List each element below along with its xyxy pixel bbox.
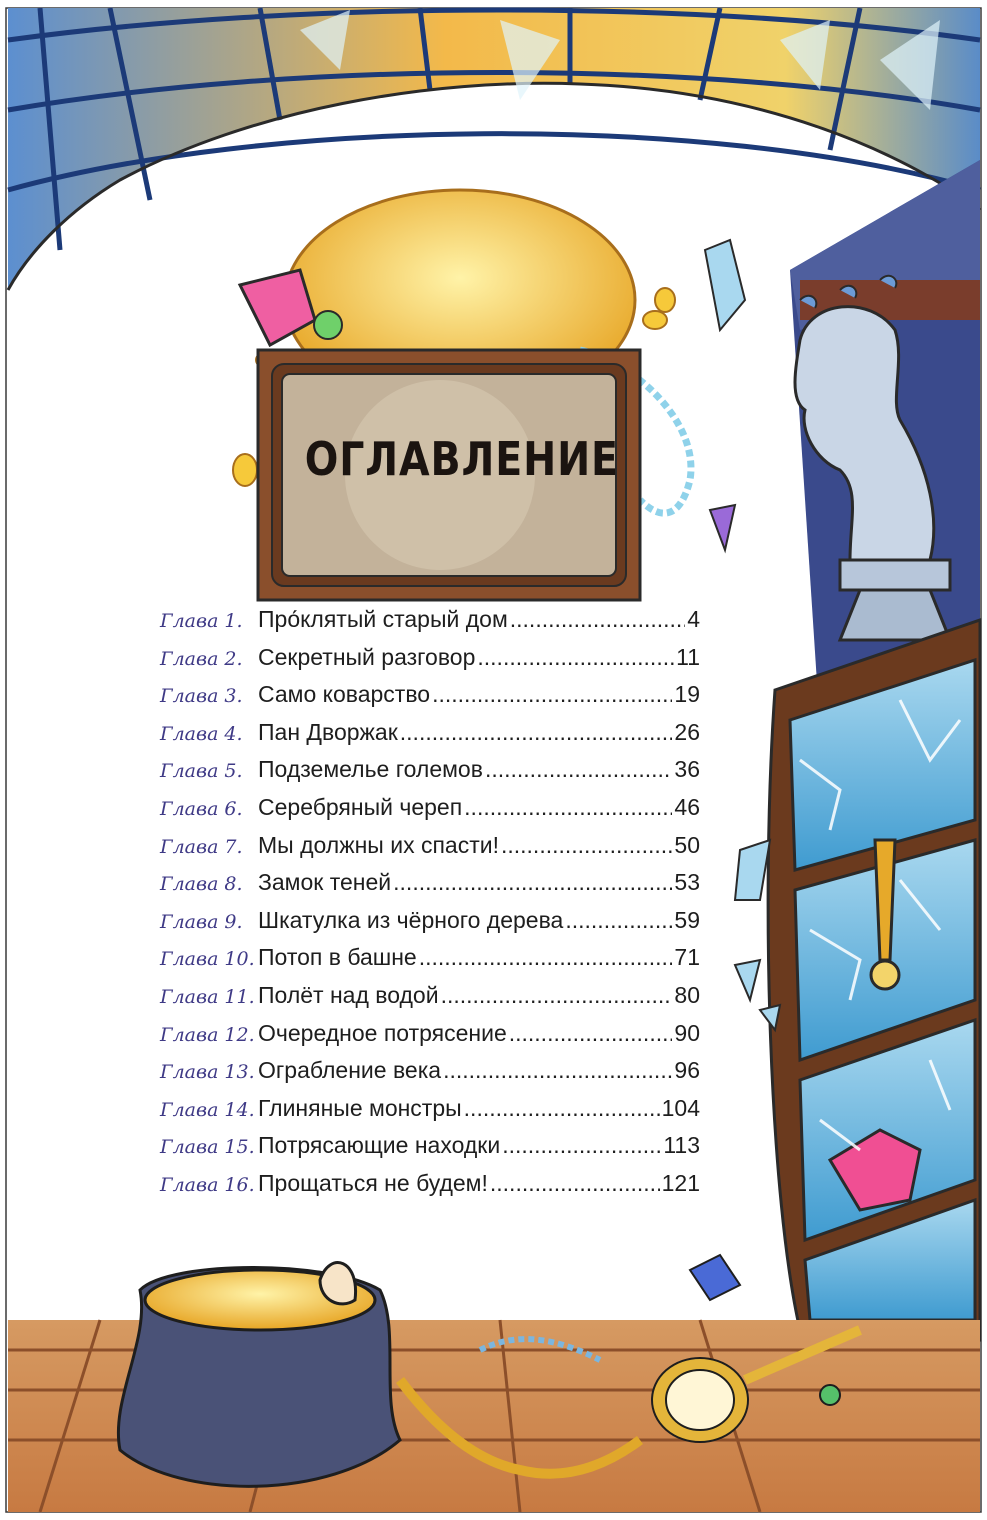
page-number: 96 (674, 1057, 700, 1084)
leader-dots (490, 1170, 660, 1197)
page-number: 53 (674, 869, 700, 896)
chapter-label: Глава 2. (160, 647, 243, 670)
toc-entry[interactable] (160, 1170, 700, 1208)
leader-dots (400, 719, 673, 746)
coin-sack (118, 1263, 400, 1487)
page-number: 36 (674, 756, 700, 783)
page-number: 121 (661, 1169, 700, 1196)
leader-dots (509, 1020, 673, 1047)
chapter-title: Подземелье големов (258, 756, 483, 783)
chapter-title: Шкатулка из чёрного дерева (258, 906, 564, 933)
leader-dots (443, 1057, 672, 1084)
chapter-title: Замок теней (258, 869, 392, 896)
page-number: 90 (674, 1019, 700, 1046)
page-number: 104 (661, 1094, 700, 1121)
treasure-sign (233, 190, 735, 600)
leader-dots (501, 832, 672, 859)
chapter-label: Глава 7. (160, 835, 243, 858)
table-of-contents (160, 606, 700, 1208)
chapter-title: Очередное потрясение (258, 1019, 507, 1046)
toc-entry[interactable] (160, 719, 700, 757)
page-number: 11 (676, 643, 700, 670)
leader-dots (441, 982, 673, 1009)
toc-entry[interactable] (160, 1132, 700, 1170)
chapter-title: Полёт над водой (258, 981, 439, 1008)
chapter-title: Глиняные монстры (258, 1094, 462, 1121)
toc-entry[interactable] (160, 907, 700, 945)
leader-dots (485, 756, 672, 783)
leader-dots (432, 681, 672, 708)
chapter-label: Глава 15. (160, 1136, 255, 1159)
chapter-title: Потрясающие находки (258, 1132, 501, 1159)
page-number: 26 (674, 718, 700, 745)
display-cabinet (768, 620, 980, 1340)
chapter-title: Само коварство (258, 681, 431, 708)
page-number: 113 (663, 1132, 700, 1159)
chapter-label: Глава 5. (160, 760, 243, 783)
chapter-label: Глава 9. (160, 910, 243, 933)
chapter-title: Пан Дворжак (258, 718, 398, 745)
page-number: 80 (674, 981, 700, 1008)
chapter-label: Глава 14. (160, 1098, 255, 1121)
chapter-title: Серебряный череп (258, 793, 463, 820)
chapter-title: Ограбление века (258, 1057, 442, 1084)
chapter-title: Мы должны их спасти! (258, 831, 499, 858)
toc-entry[interactable] (160, 1057, 700, 1095)
leader-dots (477, 644, 674, 671)
page-number: 71 (674, 944, 700, 971)
toc-entry[interactable] (160, 794, 700, 832)
page-number: 50 (674, 831, 700, 858)
chapter-label: Глава 13. (160, 1061, 255, 1084)
chapter-label: Глава 4. (160, 722, 243, 745)
page-number: 4 (687, 606, 700, 632)
page-title: ОГЛАВЛЕНИЕ (304, 432, 619, 486)
toc-entry[interactable] (160, 832, 700, 870)
page-number: 46 (674, 793, 700, 820)
toc-entry[interactable] (160, 944, 700, 982)
leader-dots (464, 794, 672, 821)
chapter-label: Глава 10. (160, 948, 255, 971)
page-number: 19 (674, 681, 700, 708)
chapter-label: Глава 3. (160, 685, 243, 708)
toc-entry[interactable] (160, 1095, 700, 1133)
chapter-label: Глава 6. (160, 797, 243, 820)
chapter-label: Глава 11. (160, 985, 255, 1008)
toc-entry[interactable] (160, 982, 700, 1020)
chapter-label: Глава 1. (160, 610, 243, 632)
chapter-label: Глава 16. (160, 1173, 255, 1196)
chapter-title: Прощаться не будем! (258, 1169, 488, 1196)
toc-entry[interactable] (160, 606, 700, 644)
chapter-title: Секретный разговор (258, 643, 476, 670)
leader-dots (464, 1095, 660, 1122)
chapter-title: Потоп в башне (258, 944, 417, 971)
leader-dots (419, 944, 673, 971)
leader-dots (565, 907, 672, 934)
leader-dots (510, 606, 685, 633)
toc-entry[interactable] (160, 681, 700, 719)
leader-dots (393, 869, 672, 896)
toc-entry[interactable] (160, 869, 700, 907)
chapter-title: Про́клятый старый дом (258, 606, 508, 632)
toc-entry[interactable] (160, 756, 700, 794)
page-number: 59 (674, 906, 700, 933)
chapter-label: Глава 12. (160, 1023, 255, 1046)
toc-entry[interactable] (160, 1020, 700, 1058)
chapter-label: Глава 8. (160, 873, 243, 896)
leader-dots (502, 1132, 661, 1159)
toc-entry[interactable] (160, 644, 700, 682)
